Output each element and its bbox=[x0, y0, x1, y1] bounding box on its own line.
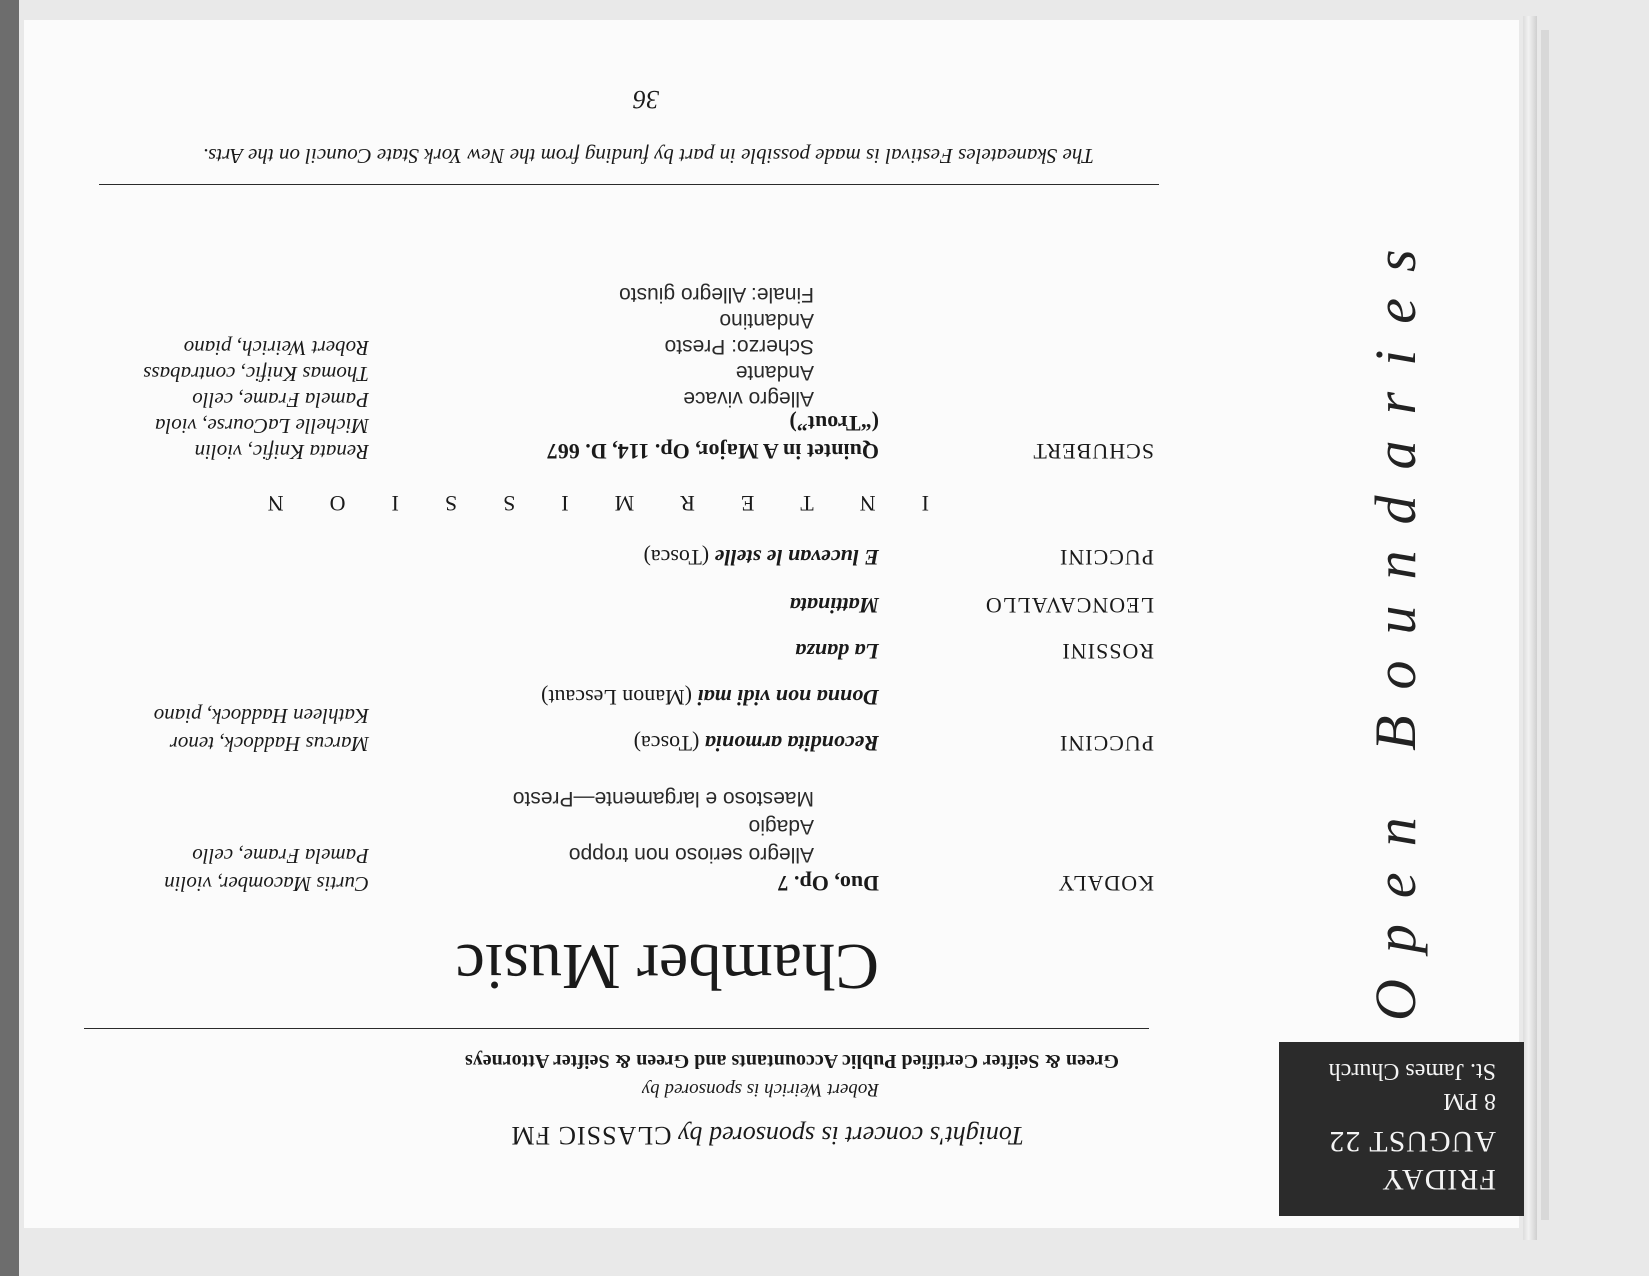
composer-name: KODALY bbox=[1057, 871, 1154, 896]
concert-time: 8 PM bbox=[1443, 1088, 1496, 1114]
concert-date: AUGUST 22 bbox=[1328, 1125, 1496, 1158]
composer-name: ROSSINI bbox=[1061, 639, 1154, 664]
binding-shadow bbox=[0, 0, 19, 1276]
performer: Curtis Macomber, violin bbox=[164, 872, 369, 896]
movement: Finale: Allegro giusto bbox=[619, 283, 814, 306]
movement: Andante bbox=[735, 361, 814, 384]
performer-sponsor-name: Green & Seifter Certified Public Accountants and Green & Seifter Attorneys bbox=[465, 1050, 1119, 1072]
performer: Marcus Haddock, tenor bbox=[169, 732, 369, 756]
concert-day: FRIDAY bbox=[1381, 1163, 1496, 1196]
work-title: La danza bbox=[795, 639, 879, 664]
composer-name: SCHUBERT bbox=[1032, 439, 1154, 464]
work-title: E lucevan le stelle (Tosca) bbox=[643, 545, 879, 570]
composer-name: PUCCINI bbox=[1058, 545, 1154, 570]
composer-name: LEONCAVALLO bbox=[984, 593, 1154, 618]
work-title: Recondita armonia (Tosca) bbox=[633, 731, 879, 756]
page-number: 36 bbox=[633, 85, 659, 114]
movement: Allegro serioso non troppo bbox=[568, 843, 814, 866]
work-nickname: (“Trout”) bbox=[789, 411, 879, 436]
performer: Michelle LaCourse, viola bbox=[154, 414, 369, 438]
performer: Thomas Knific, contrabass bbox=[143, 362, 369, 386]
movement: Maestoso e largamente—Presto bbox=[512, 787, 814, 810]
performer: Pamela Frame, cello bbox=[192, 388, 369, 412]
composer-name: PUCCINI bbox=[1058, 731, 1154, 756]
sponsor-intro: Tonight's concert is sponsored by bbox=[678, 1121, 1024, 1150]
performer: Kathleen Haddock, piano bbox=[153, 704, 369, 728]
work-title: Quintet in A Major, Op. 114, D. 667 bbox=[546, 439, 879, 464]
performer-sponsor-line: Robert Weirich is sponsored by bbox=[641, 1079, 879, 1100]
series-title: Open Boundaries bbox=[1363, 223, 1428, 1021]
work-title: Mattinata bbox=[789, 593, 879, 618]
movement: Adagio bbox=[748, 815, 814, 838]
page-edge bbox=[1541, 30, 1549, 1220]
concert-sponsor-line bbox=[511, 1120, 1024, 1150]
performer: Renata Knific, violin bbox=[194, 440, 369, 464]
movement: Scherzo: Presto bbox=[664, 335, 814, 358]
sponsor-name: CLASSIC FM bbox=[510, 1121, 672, 1150]
performer: Robert Weirich, piano bbox=[183, 336, 369, 360]
concert-title: Chamber Music bbox=[455, 930, 879, 1003]
date-box bbox=[1279, 1042, 1524, 1216]
work-title: Donna non vidi mai (Manon Lescaut) bbox=[541, 685, 879, 710]
movement: Andantino bbox=[719, 309, 814, 332]
page-edge bbox=[1523, 16, 1537, 1240]
intermission-label: INTERMISSION bbox=[221, 491, 929, 516]
concert-venue: St. James Church bbox=[1328, 1058, 1496, 1084]
divider-rule bbox=[99, 184, 1159, 185]
work-title: Duo, Op. 7 bbox=[777, 871, 879, 896]
funding-note: The Skaneateles Festival is made possible in part by funding from the New York State Council on the Arts. bbox=[202, 144, 1094, 168]
performer: Pamela Frame, cello bbox=[192, 844, 369, 868]
divider-rule bbox=[84, 1028, 1149, 1029]
movement: Allegro vivace bbox=[683, 387, 814, 410]
